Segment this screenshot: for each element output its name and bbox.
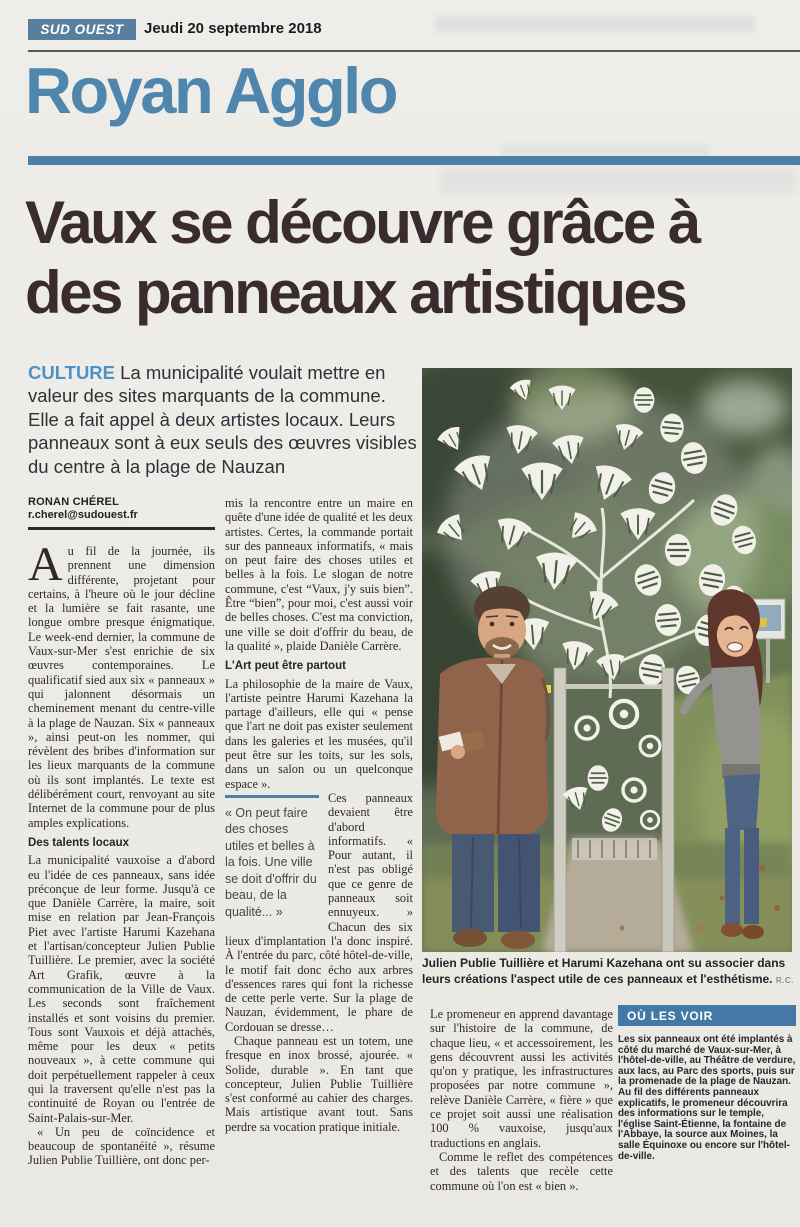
article-paragraph: « Un peu de coïncidence et beaucoup de spontanéité », résume Julien Publie Tuillière, ont donc per- [28, 1124, 215, 1168]
headline-line-2: des panneaux artistiques [25, 259, 686, 326]
section-rule [28, 156, 800, 165]
issue-date: Jeudi 20 septembre 2018 [144, 20, 322, 37]
masthead-rule [28, 50, 800, 52]
photo-caption [422, 956, 794, 988]
where-to-see-title: OÙ LES VOIR [618, 1005, 796, 1026]
byline-rule [28, 527, 215, 530]
byline [28, 496, 215, 530]
kicker-label: CULTURE [28, 362, 116, 383]
photo-illustration [422, 368, 792, 952]
headline-line-1: Vaux se découvre grâce à [25, 189, 699, 256]
article-paragraph: Le promeneur en apprend davantage sur l'histoire de la commune, de chaque lieu, « et accessoirement, les gens découvrent aussi les activités qu'on y pratique, les infrastructures proposées par notre commune », relève Danièle Carrère, « fière » que ce projet soit aussi une réalisation 100 % vauxoise, jusqu'aux traductions en anglais. [430, 1007, 613, 1150]
article-column-2 [225, 496, 413, 1134]
article-paragraph: La philosophie de la maire de Vaux, l'artiste peintre Harumi Kazehana la partage d'ailleurs, elle qui « pense que l'art ne doit pas exister seulement dans les galeries et les musées, qu'il peut être sur les toits, sur les sols, dans un salon ou un quelconque espace ». [225, 676, 413, 791]
subhead-talents-locaux: Des talents locaux [28, 836, 129, 849]
where-to-see-text: Les six panneaux ont été implantés à côté du marché de Vaux-sur-Mer, à l'hôtel-de-ville, au Théâtre de verdure, aux lacs, au Parc des sports, puis sur la promenade de la plage de Nauzan. Au fil des différents panneaux explicatifs, le promeneur découvrira des informations sur le temple, l'église Saint-Étienne, la fontaine de l'Abbaye, la source aux Moines, la salle Équinoxe ou encore sur l'hôtel-de-ville. [618, 1034, 796, 1162]
where-to-see-box [618, 1005, 796, 1162]
drop-cap: A [28, 538, 63, 591]
byline-author: RONAN CHÉREL [28, 496, 120, 508]
paragraph-text: u fil de la journée, ils prennent une dimension différente, projetant pour certains, à l'heure où le jour décline et la lumière se fait rasante, une longue ombre presque énigmatique. Le week-end dernier, la commune de Vaux-sur-Mer s'est enrichie de six œuvres contemporaines. Le qualificatif sied aux six « panneaux » qui jalonnent désormais un cheminement menant du centre-ville à la plage de Nauzan. Six « panneaux », ainsi peut-on les nommer, qui révèlent des bribes d'information sur les lieux marquants de la commune où ils sont implantés. Le texte est délibérément court, renvoyant au site Internet de la commune pour de plus amples explications. [28, 544, 215, 830]
article-paragraph [28, 538, 215, 830]
article-paragraph: Chaque panneau est un totem, une fresque en inox brossé, ajourée. « Solide, durable ». En tant que concepteur, Julien Publie Tuillière s'est conformé au cahier des charges. Mais artistique avant tout. Sans perdre sa vocation pratique initiale. [225, 1033, 413, 1134]
article-paragraph: La municipalité vauxoise a d'abord eu l'idée de ces panneaux, sans idée préconçue de leur forme. Jusqu'à ce que Danièle Carrère, la maire, soit mise en relation par Jean-François Piet avec l'artiste Harumi Kazehana et l'artisan/concepteur Julien Publie Tuillière. Le premier, avec la société Art Grafik, œuvre à la communication de la Ville de Vaux. Les seconds sont fraîchement installés et sont voisins du premier. Tous sont Vauxois et déjà attachés, même pour les deux « petits nouveaux », à cette commune qui doit perpétuellement rappeler à ceux qui la traversent qu'elle n'est pas la continuité de Royan ou l'entrée de Saint-Palais-sur-Mer. [28, 853, 215, 1125]
sudouest-logo-text: SUD OUEST [40, 22, 124, 37]
scan-haze [422, 368, 792, 952]
standfirst [28, 361, 420, 478]
paragraph-text: Ces panneaux devaient être d'abord informatifs. « Pour autant, il n'est pas obligé que ce genre de panneaux soit ennuyeux. » Chacun des six lieux d'implantation l'a donc inspiré. À l'entrée du parc, côté hôtel-de-ville, le motif fait donc écho aux arbres d'essences rares qui font la richesse de cette perle verte. Sur la plage de Nauzan, évidemment, le phare de Cordouan se dresse… [225, 790, 413, 1034]
article-paragraph: Comme le reflet des compétences et des talents que recèle cette commune où l'on est « bien ». [430, 1149, 613, 1193]
article-paragraph: mis la rencontre entre un maire en quête d'une idée de qualité et les deux artistes. Certes, la commande portait sur des panneaux informatifs, « mais on peut faire des choses utiles et belles à la fois. Le slogan de notre commune, c'est “Vaux, j'y suis bien”. Être “bien”, pour moi, c'est aussi voir de belles choses. C'est ma conviction, une ville se doit d'offrir du beau, de la qualité », plaide Danièle Carrère. [225, 496, 413, 653]
print-bleed-through [434, 16, 754, 32]
article-paragraph [225, 791, 413, 1034]
byline-email: r.cherel@sudouest.fr [28, 509, 138, 521]
article-headline [25, 188, 795, 328]
pull-quote: « On peut faire des choses utiles et belles à la fois. Une ville se doit d'offrir du beau, de la qualité... » [225, 795, 319, 921]
article-column-1 [28, 538, 215, 1168]
standfirst-text: La municipalité voulait mettre en valeur des sites marquants de la commune. Elle a fait appel à deux artistes locaux. Leurs panneaux sont à eux seuls des œuvres visibles du centre à la plage de Nauzan [28, 362, 417, 477]
sudouest-logo [28, 19, 136, 40]
subhead-art-partout: L'Art peut être partout [225, 660, 346, 673]
photo-credit: R.C. [775, 975, 794, 985]
caption-text: Julien Publie Tuillière et Harumi Kazehana ont su associer dans leurs créations l'aspect utile de ces panneaux et l'esthétisme. [422, 956, 786, 986]
section-title: Royan Agglo [25, 54, 396, 127]
article-column-3 [430, 1007, 613, 1193]
article-photo [422, 368, 792, 952]
